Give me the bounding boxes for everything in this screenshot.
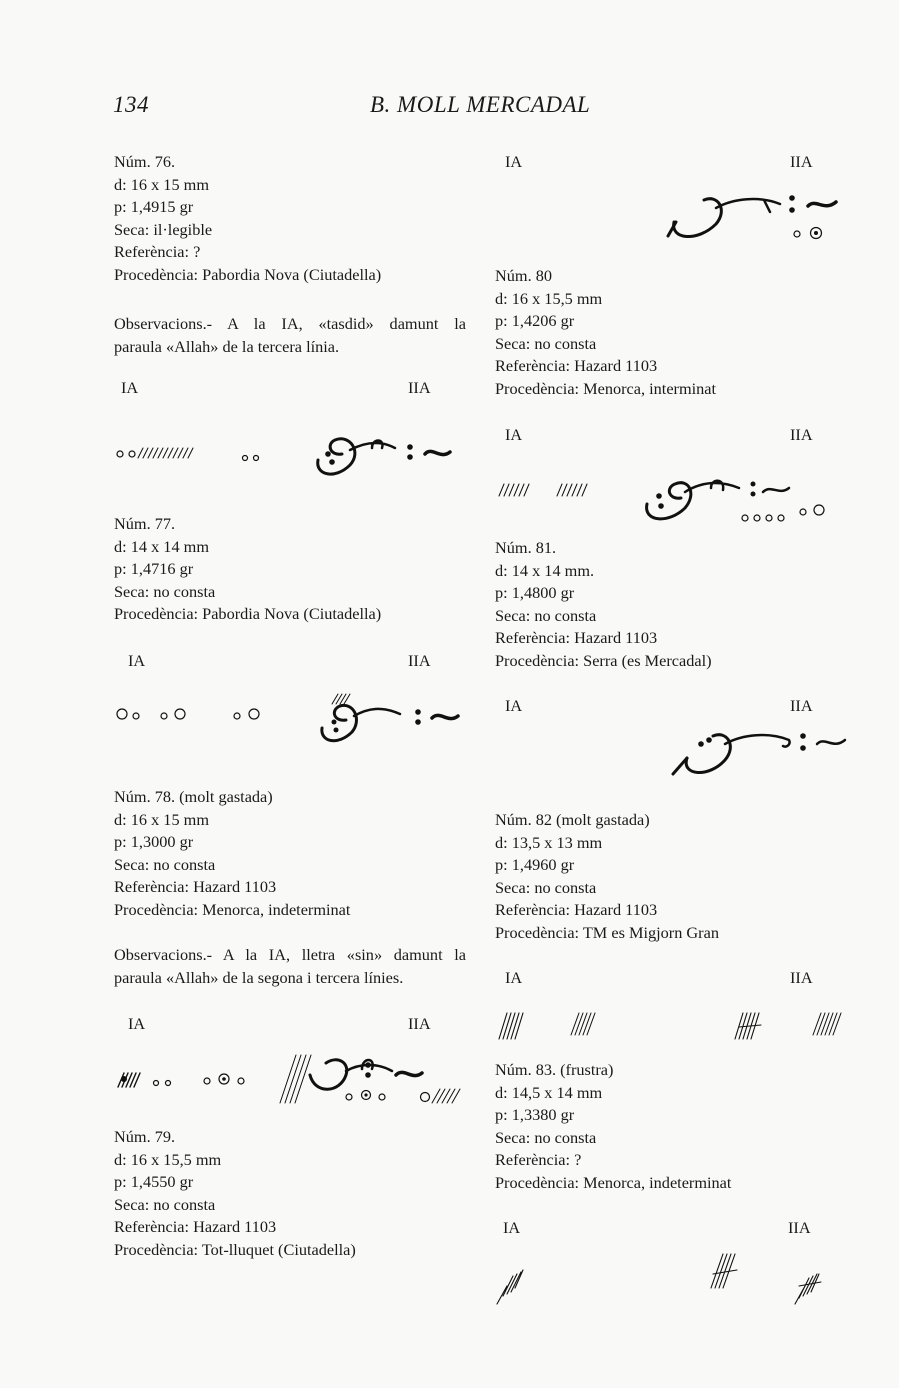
coin-drawing-77 [110,690,470,750]
running-head: B. MOLL MERCADAL [370,92,591,117]
coin-drawing-82 [665,718,855,788]
entry-line: p: 1,4800 gr [495,583,575,603]
label-ia: IA [128,651,146,670]
entry-title: Núm. 83. (frustra) [495,1060,614,1079]
label-iia: IIA [790,152,813,171]
entry-line: p: 1,4915 gr [114,197,194,217]
entry-line: d: 13,5 x 13 mm [495,832,603,852]
label-iia: IIA [408,1014,431,1033]
entry-line: Procedència: Menorca, interminat [495,378,717,398]
entry-77 [114,513,474,626]
entry-line: p: 1,3000 gr [114,832,194,852]
entry-line: Seca: il·legible [114,219,213,239]
entry-83 [495,1059,855,1195]
entry-82 [495,809,855,945]
entry-line: Procedència: Pabordia Nova (Ciutadella) [114,264,382,284]
label-iia: IIA [790,968,813,987]
entry-81 [495,537,855,673]
entry-line: Referència: ? [495,1150,582,1170]
entry-line: Referència: Hazard 1103 [495,356,658,376]
entry-line: Procedència: Pabordia Nova (Ciutadella) [114,604,382,624]
label-iia: IIA [408,378,431,397]
entry-line: Seca: no consta [495,333,597,353]
entry-title: Núm. 78. (molt gastada) [114,787,273,806]
observations-76 [114,313,466,358]
label-iia: IIA [790,696,813,715]
observation-line: paraula «Allah» de la tercera línia. [114,336,340,356]
entry-line: Seca: no consta [114,581,216,601]
observations-78 [114,944,466,989]
label-iia: IIA [790,425,813,444]
entry-line: Referència: Hazard 1103 [114,877,277,897]
entry-title: Núm. 79. [114,1127,176,1146]
entry-title: Núm. 82 (molt gastada) [495,810,650,829]
label-ia: IA [128,1014,146,1033]
entry-80 [495,265,855,401]
coin-drawing-84 [495,1248,835,1308]
observation-line: paraula «Allah» de la segona i tercera línies. [114,967,404,987]
entry-title: Núm. 80 [495,266,552,285]
entry-title: Núm. 76. [114,152,176,171]
label-ia: IA [121,378,139,397]
entry-line: d: 16 x 15,5 mm [495,288,603,308]
label-iia: IIA [788,1218,811,1237]
entry-line: Procedència: Tot-lluquet (Ciutadella) [114,1239,356,1259]
coin-drawing-78 [110,1045,470,1110]
entry-line: Referència: Hazard 1103 [495,628,658,648]
label-ia: IA [503,1218,521,1237]
entry-line: d: 16 x 15,5 mm [114,1149,222,1169]
coin-drawing-81 [495,462,845,532]
entry-line: p: 1,4716 gr [114,559,194,579]
entry-line: Procedència: Menorca, indeterminat [114,899,351,919]
entry-line: Referència: ? [114,242,201,262]
entry-title: Núm. 81. [495,538,557,557]
entry-line: p: 1,4960 gr [495,855,575,875]
entry-line: d: 14 x 14 mm [114,536,209,556]
entry-line: Seca: no consta [495,1127,597,1147]
entry-line: Seca: no consta [495,605,597,625]
entry-line: d: 14 x 14 mm. [495,560,595,580]
observation-line: Observacions.- A la IA, «tasdid» damunt la [114,314,466,333]
page-number: 134 [113,92,149,117]
entry-line: Seca: no consta [114,854,216,874]
entry-line: d: 14,5 x 14 mm [495,1082,603,1102]
entry-line: p: 1,4550 gr [114,1172,194,1192]
label-iia: IIA [408,651,431,670]
coin-drawing-80 [660,178,850,248]
entry-line: Referència: Hazard 1103 [114,1217,277,1237]
coin-drawing-83 [495,1005,850,1045]
entry-line: Seca: no consta [495,877,597,897]
entry-line: p: 1,4206 gr [495,311,575,331]
observation-line: Observacions.- A la IA, lletra «sin» damunt la [114,945,466,964]
label-ia: IA [505,968,523,987]
entry-78 [114,786,474,922]
entry-line: d: 16 x 15 mm [114,809,209,829]
label-ia: IA [505,152,523,171]
entry-line: p: 1,3380 gr [495,1105,575,1125]
entry-line: Seca: no consta [114,1194,216,1214]
entry-line: d: 16 x 15 mm [114,174,209,194]
label-ia: IA [505,425,523,444]
coin-drawing-76 [110,420,470,490]
entry-title: Núm. 77. [114,514,176,533]
entry-line: Procedència: Serra (es Mercadal) [495,650,712,670]
entry-line: Procedència: TM es Migjorn Gran [495,922,719,942]
entry-line: Procedència: Menorca, indeterminat [495,1172,732,1192]
entry-76 [114,151,474,287]
entry-79 [114,1126,474,1262]
label-ia: IA [505,696,523,715]
entry-line: Referència: Hazard 1103 [495,900,658,920]
